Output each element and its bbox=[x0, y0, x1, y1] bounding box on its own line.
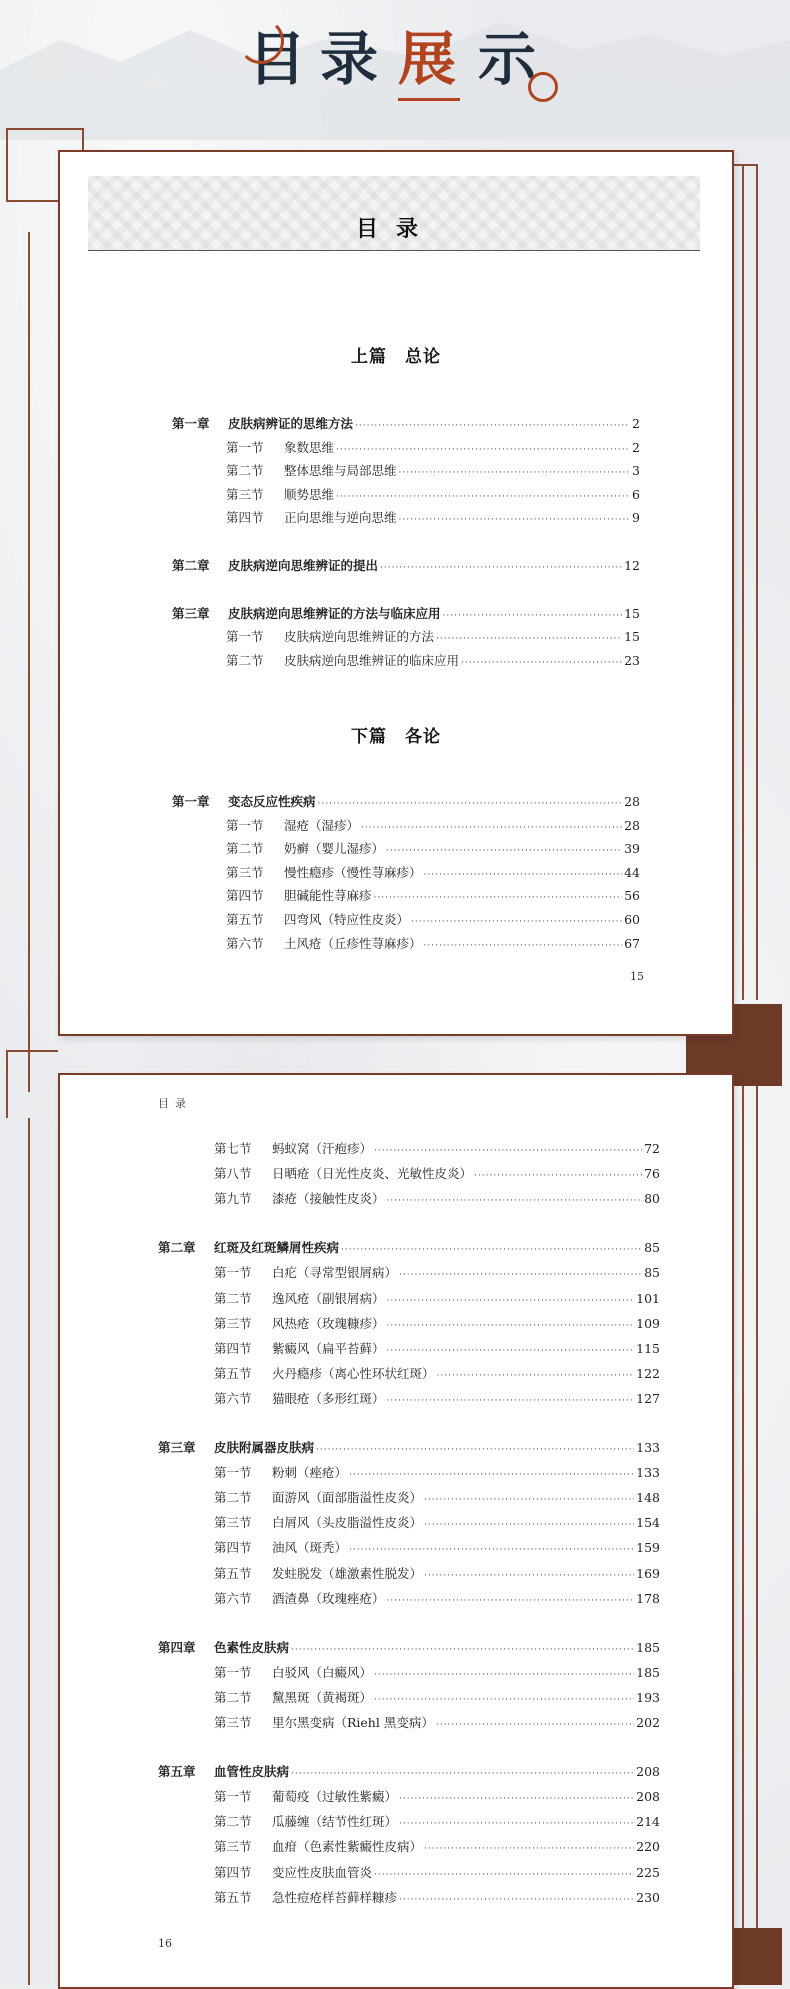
frame-line bbox=[6, 200, 58, 202]
toc-title: 日晒疮（日光性皮炎、光敏性皮炎） bbox=[272, 1166, 473, 1182]
toc-label: 第二节 bbox=[226, 841, 264, 857]
leader-dots bbox=[316, 1440, 634, 1460]
toc-page-number: 9 bbox=[632, 510, 640, 526]
toc-title: 蚂蚁窝（汗疱疹） bbox=[272, 1141, 373, 1156]
toc-label: 第五节 bbox=[214, 1365, 252, 1381]
toc-page-number: 133 bbox=[636, 1440, 660, 1455]
toc-title: 湿疮（湿疹） bbox=[284, 817, 360, 833]
toc-label: 第四节 bbox=[214, 1340, 252, 1356]
header-underline bbox=[398, 98, 460, 101]
toc-section-row[interactable] bbox=[226, 863, 640, 883]
leader-dots bbox=[424, 865, 623, 885]
toc-title: 瓜藤缠（结节性红斑） bbox=[272, 1814, 398, 1830]
header-char-4: 示 bbox=[478, 25, 537, 93]
toc-title: 整体思维与局部思维 bbox=[284, 463, 397, 479]
toc-section-row[interactable] bbox=[226, 438, 640, 458]
toc-section-row[interactable] bbox=[214, 1538, 660, 1558]
toc-section-row[interactable] bbox=[214, 1837, 660, 1857]
toc-title: 红斑及红斑鳞屑性疾病 bbox=[214, 1240, 340, 1256]
frame-line bbox=[28, 232, 30, 1092]
toc-label: 第五节 bbox=[214, 1889, 252, 1905]
toc-label: 第一节 bbox=[214, 1465, 252, 1481]
toc-section-row[interactable] bbox=[226, 886, 640, 906]
toc-page-15 bbox=[58, 150, 734, 1036]
toc-label: 第三节 bbox=[214, 1515, 252, 1531]
toc-title: 慢性瘾疹（慢性荨麻疹） bbox=[284, 864, 422, 880]
toc-page-number: 148 bbox=[636, 1490, 660, 1506]
toc-label: 第五节 bbox=[226, 912, 264, 927]
toc-section-row[interactable] bbox=[214, 1389, 660, 1409]
toc-title: 逸风疮（副银屑病） bbox=[272, 1290, 385, 1306]
toc-title: 皮肤病逆向思维辨证的临床应用 bbox=[284, 652, 460, 668]
frame-line bbox=[6, 1050, 8, 1118]
toc-title: 象数思维 bbox=[284, 439, 335, 455]
leader-dots bbox=[399, 1814, 634, 1834]
toc-label: 第四节 bbox=[226, 888, 264, 904]
leader-dots bbox=[399, 1789, 634, 1809]
toc-label: 第二节 bbox=[214, 1689, 252, 1705]
frame-line bbox=[756, 1086, 758, 1985]
toc-section-row[interactable] bbox=[214, 1663, 660, 1683]
leader-dots bbox=[387, 1591, 635, 1611]
leader-dots bbox=[341, 1240, 642, 1260]
toc-page-number: 185 bbox=[636, 1639, 660, 1655]
toc-label: 第六节 bbox=[214, 1390, 252, 1406]
toc-page-number: 2 bbox=[632, 416, 640, 431]
toc-title: 粉刺（痤疮） bbox=[272, 1465, 348, 1481]
toc-section-row[interactable] bbox=[214, 1713, 660, 1733]
toc-label: 第三节 bbox=[226, 864, 264, 880]
toc-page-number: 101 bbox=[636, 1290, 660, 1306]
toc-page-number: 133 bbox=[636, 1465, 660, 1481]
toc-page-number: 12 bbox=[624, 558, 640, 573]
toc-title: 里尔黑变病（Riehl 黑变病） bbox=[272, 1715, 434, 1730]
toc-title: 正向思维与逆向思维 bbox=[284, 510, 397, 526]
toc-section-row[interactable] bbox=[214, 1139, 660, 1159]
toc-page-number: 80 bbox=[644, 1191, 660, 1207]
toc-section-row[interactable] bbox=[214, 1339, 660, 1359]
toc-page-number: 230 bbox=[636, 1889, 660, 1905]
toc-title: 顺势思维 bbox=[284, 486, 335, 502]
toc-page-number: 3 bbox=[632, 463, 640, 479]
toc-label: 第八节 bbox=[214, 1166, 252, 1182]
toc-page-number: 85 bbox=[644, 1240, 660, 1256]
leader-dots bbox=[399, 1890, 634, 1910]
toc-chapter-row[interactable] bbox=[172, 792, 640, 812]
leader-dots bbox=[399, 463, 631, 483]
toc-label: 第一节 bbox=[214, 1664, 252, 1680]
toc-section-row[interactable] bbox=[214, 1564, 660, 1584]
leader-dots bbox=[411, 912, 622, 932]
frame-line bbox=[82, 128, 84, 152]
toc-page-number: 159 bbox=[636, 1540, 660, 1556]
toc-label: 第五节 bbox=[214, 1565, 252, 1581]
toc-label: 第二章 bbox=[158, 1240, 196, 1256]
toc-title: 皮肤病逆向思维辨证的方法 bbox=[284, 629, 435, 645]
toc-page-number: 28 bbox=[624, 817, 640, 833]
toc-title: 白屑风（头皮脂溢性皮炎） bbox=[272, 1515, 423, 1531]
toc-title: 血管性皮肤病 bbox=[214, 1764, 290, 1780]
toc-title: 色素性皮肤病 bbox=[214, 1639, 290, 1655]
toc-section-row[interactable] bbox=[226, 839, 640, 859]
toc-title: 油风（斑秃） bbox=[272, 1540, 348, 1556]
toc-page-number: 76 bbox=[644, 1166, 660, 1182]
leader-dots bbox=[361, 818, 622, 838]
toc-title: 变态反应性疾病 bbox=[228, 794, 316, 809]
toc-title: 胆碱能性荨麻疹 bbox=[284, 888, 372, 904]
toc-label: 第一节 bbox=[214, 1265, 252, 1281]
toc-page-number: 72 bbox=[644, 1141, 660, 1156]
toc-section-row[interactable] bbox=[226, 910, 640, 930]
header-char-3: 展 bbox=[398, 25, 457, 93]
toc-title: 四弯风（特应性皮炎） bbox=[284, 912, 410, 927]
toc-label: 第五章 bbox=[158, 1764, 196, 1780]
toc-label: 第二节 bbox=[214, 1290, 252, 1306]
leader-dots bbox=[424, 1566, 634, 1586]
toc-section-row[interactable] bbox=[226, 508, 640, 528]
toc-section-row[interactable] bbox=[214, 1688, 660, 1708]
leader-dots bbox=[387, 1191, 643, 1211]
leader-dots bbox=[318, 794, 623, 814]
leader-dots bbox=[380, 558, 622, 578]
toc-page-number: 44 bbox=[624, 864, 640, 880]
toc-label: 第一章 bbox=[172, 794, 210, 809]
toc-label: 第七节 bbox=[214, 1141, 252, 1156]
toc-section-row[interactable] bbox=[214, 1589, 660, 1609]
toc-title: 白疕（寻常型银屑病） bbox=[272, 1265, 398, 1281]
toc-page-number: 56 bbox=[624, 888, 640, 904]
toc-page-number: 109 bbox=[636, 1315, 660, 1331]
toc-chapter-row[interactable] bbox=[158, 1762, 660, 1782]
toc-label: 第二章 bbox=[172, 558, 210, 573]
toc-chapter-row[interactable] bbox=[158, 1638, 660, 1658]
leader-dots bbox=[374, 1865, 634, 1885]
toc-chapter-row[interactable] bbox=[172, 414, 640, 434]
toc-title: 发蛀脱发（雄激素性脱发） bbox=[272, 1565, 423, 1581]
toc-section-row[interactable] bbox=[214, 1787, 660, 1807]
toc-label: 第四章 bbox=[158, 1639, 196, 1655]
toc-page-number: 60 bbox=[624, 912, 640, 927]
toc-title: 皮肤病逆向思维辨证的方法与临床应用 bbox=[228, 605, 441, 621]
toc-title: 猫眼疮（多形红斑） bbox=[272, 1390, 385, 1406]
header-char-2: 录 bbox=[320, 25, 379, 93]
toc-title: 皮肤病辨证的思维方法 bbox=[228, 416, 354, 431]
toc-page-number: 202 bbox=[636, 1715, 660, 1730]
toc-page-number: 2 bbox=[632, 439, 640, 455]
toc-section-row[interactable] bbox=[214, 1263, 660, 1283]
toc-label: 第三节 bbox=[214, 1315, 252, 1331]
toc-section-row[interactable] bbox=[214, 1314, 660, 1334]
toc-title: 变应性皮肤血管炎 bbox=[272, 1864, 373, 1880]
toc-label: 第六节 bbox=[226, 935, 264, 951]
toc-label: 第三章 bbox=[172, 605, 210, 621]
toc-section-row[interactable] bbox=[214, 1364, 660, 1384]
leader-dots bbox=[355, 416, 630, 436]
leader-dots bbox=[386, 841, 622, 861]
leader-dots bbox=[349, 1540, 634, 1560]
toc-section-row[interactable] bbox=[226, 461, 640, 481]
leader-dots bbox=[374, 888, 623, 908]
leader-dots bbox=[387, 1391, 635, 1411]
toc-title: 急性痘疮样苔藓样糠疹 bbox=[272, 1889, 398, 1905]
leader-dots bbox=[461, 653, 622, 673]
toc-page-number: 178 bbox=[636, 1590, 660, 1606]
leader-dots bbox=[387, 1341, 635, 1361]
toc-title: 面游风（面部脂溢性皮炎） bbox=[272, 1490, 423, 1506]
toc-label: 第三节 bbox=[226, 486, 264, 502]
leader-dots bbox=[443, 606, 623, 626]
toc-title: 紫癜风（扁平苔藓） bbox=[272, 1340, 385, 1356]
leader-dots bbox=[424, 1490, 634, 1510]
toc-page-number: 122 bbox=[636, 1365, 660, 1381]
leader-dots bbox=[424, 1839, 634, 1859]
section-header bbox=[0, 22, 790, 102]
toc-chapter-row[interactable] bbox=[158, 1238, 660, 1258]
toc-title: 土风疮（丘疹性荨麻疹） bbox=[284, 935, 422, 951]
toc-page-number: 225 bbox=[636, 1864, 660, 1880]
leader-dots bbox=[336, 487, 630, 507]
toc-label: 第四节 bbox=[226, 510, 264, 526]
frame-line bbox=[742, 1086, 744, 1985]
toc-label: 第一节 bbox=[226, 817, 264, 833]
toc-title: 目录 bbox=[355, 216, 436, 242]
toc-page-number: 208 bbox=[636, 1789, 660, 1805]
toc-page-number: 85 bbox=[644, 1265, 660, 1281]
toc-label: 第二节 bbox=[226, 652, 264, 668]
toc-label: 第三节 bbox=[214, 1715, 252, 1730]
toc-label: 第一节 bbox=[226, 439, 264, 455]
toc-page-number: 185 bbox=[636, 1664, 660, 1680]
frame-line bbox=[742, 164, 744, 1000]
frame-line bbox=[6, 128, 84, 130]
toc-label: 第二节 bbox=[226, 463, 264, 479]
toc-section-row[interactable] bbox=[214, 1463, 660, 1483]
part-2-title: 下篇 各论 bbox=[351, 727, 441, 747]
toc-label: 第四节 bbox=[214, 1864, 252, 1880]
leader-dots bbox=[387, 1316, 635, 1336]
toc-title: 漆疮（接触性皮炎） bbox=[272, 1191, 385, 1207]
frame-line bbox=[28, 1118, 30, 1985]
toc-chapter-row[interactable] bbox=[158, 1438, 660, 1458]
toc-section-row[interactable] bbox=[214, 1812, 660, 1832]
toc-title: 酒渣鼻（玫瑰痤疮） bbox=[272, 1590, 385, 1606]
toc-label: 第三章 bbox=[158, 1440, 196, 1455]
frame-line bbox=[6, 1050, 58, 1052]
toc-title: 白驳风（白癜风） bbox=[272, 1664, 373, 1680]
toc-page-number: 169 bbox=[636, 1565, 660, 1581]
leader-dots bbox=[424, 1515, 634, 1535]
toc-title: 皮肤附属器皮肤病 bbox=[214, 1440, 315, 1455]
leader-dots bbox=[474, 1166, 642, 1186]
toc-label: 第四节 bbox=[214, 1540, 252, 1556]
toc-title: 黧黑斑（黄褐斑） bbox=[272, 1689, 373, 1705]
toc-page-number: 154 bbox=[636, 1515, 660, 1531]
toc-title: 火丹瘾疹（离心性环状红斑） bbox=[272, 1365, 435, 1381]
toc-page-number: 39 bbox=[624, 841, 640, 857]
leader-dots bbox=[374, 1141, 642, 1161]
toc-page-number: 127 bbox=[636, 1390, 660, 1406]
toc-section-row[interactable] bbox=[214, 1189, 660, 1209]
leader-dots bbox=[349, 1465, 634, 1485]
toc-chapter-row[interactable] bbox=[172, 604, 640, 624]
toc-section-row[interactable] bbox=[214, 1289, 660, 1309]
leader-dots bbox=[374, 1665, 634, 1685]
toc-page-16 bbox=[58, 1073, 734, 1989]
toc-section-row[interactable] bbox=[226, 816, 640, 836]
banner-rule bbox=[88, 250, 700, 251]
toc-label: 第一节 bbox=[226, 629, 264, 645]
toc-page-number: 67 bbox=[624, 935, 640, 951]
leader-dots bbox=[399, 510, 631, 530]
toc-page-number: 15 bbox=[624, 629, 640, 645]
toc-page-number: 193 bbox=[636, 1689, 660, 1705]
leader-dots bbox=[436, 629, 622, 649]
leader-dots bbox=[399, 1265, 642, 1285]
toc-page-number: 220 bbox=[636, 1839, 660, 1855]
toc-section-row[interactable] bbox=[226, 627, 640, 647]
ring-ornament-left bbox=[238, 18, 284, 64]
leader-dots bbox=[336, 440, 630, 460]
toc-page-number: 115 bbox=[636, 1340, 660, 1356]
leader-dots bbox=[424, 936, 623, 956]
toc-section-row[interactable] bbox=[214, 1513, 660, 1533]
toc-section-row[interactable] bbox=[214, 1164, 660, 1184]
leader-dots bbox=[436, 1715, 634, 1735]
toc-label: 第九节 bbox=[214, 1191, 252, 1207]
header-char-1: 目 bbox=[248, 25, 307, 93]
toc-page-number: 28 bbox=[624, 794, 640, 809]
toc-section-row[interactable] bbox=[214, 1488, 660, 1508]
toc-title: 风热疮（玫瑰糠疹） bbox=[272, 1315, 385, 1331]
toc-label: 第三节 bbox=[214, 1839, 252, 1855]
toc-page-number: 15 bbox=[624, 605, 640, 621]
toc-label: 第六节 bbox=[214, 1590, 252, 1606]
part-1-title: 上篇 总论 bbox=[351, 347, 441, 367]
ring-ornament-right bbox=[528, 72, 558, 102]
toc-label: 第二节 bbox=[214, 1814, 252, 1830]
toc-title: 皮肤病逆向思维辨证的提出 bbox=[228, 558, 379, 573]
leader-dots bbox=[291, 1764, 634, 1784]
running-head: 目录 bbox=[158, 1097, 192, 1110]
toc-section-row[interactable] bbox=[226, 485, 640, 505]
toc-section-row[interactable] bbox=[226, 934, 640, 954]
leader-dots bbox=[291, 1640, 634, 1660]
toc-label: 第一节 bbox=[214, 1789, 252, 1805]
frame-line bbox=[756, 164, 758, 1000]
leader-dots bbox=[374, 1690, 634, 1710]
toc-page-number: 23 bbox=[624, 652, 640, 668]
leader-dots bbox=[387, 1291, 635, 1311]
leader-dots bbox=[437, 1366, 635, 1386]
toc-page-number: 208 bbox=[636, 1764, 660, 1780]
toc-title: 奶癣（婴儿湿疹） bbox=[284, 841, 385, 857]
toc-section-row[interactable] bbox=[226, 651, 640, 671]
page-number: 15 bbox=[630, 970, 644, 983]
toc-title: 血疳（色素性紫癜性皮病） bbox=[272, 1839, 423, 1855]
toc-title: 葡萄疫（过敏性紫癜） bbox=[272, 1789, 398, 1805]
page-number: 16 bbox=[158, 1937, 172, 1950]
toc-label: 第二节 bbox=[214, 1490, 252, 1506]
toc-section-row[interactable] bbox=[214, 1863, 660, 1883]
toc-chapter-row[interactable] bbox=[172, 556, 640, 576]
frame-line bbox=[6, 128, 8, 200]
toc-page-number: 6 bbox=[632, 486, 640, 502]
toc-page-number: 214 bbox=[636, 1814, 660, 1830]
toc-section-row[interactable] bbox=[214, 1888, 660, 1908]
toc-label: 第一章 bbox=[172, 416, 210, 431]
